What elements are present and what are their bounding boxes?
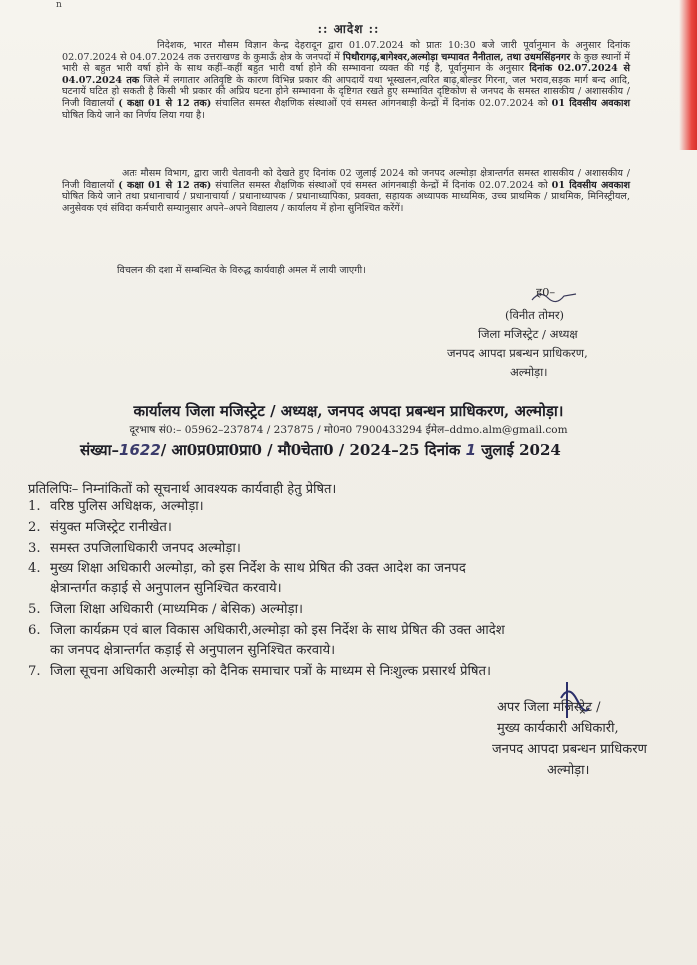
ref-prefix: संख्या– <box>80 441 120 459</box>
para2-text: संचालित समस्त शैक्षणिक संस्थाओं एवं समस्त आंगनबाड़ी केन्द्रों में दिनांक 02.07.2024 को <box>211 179 552 191</box>
item-number: 3. <box>28 541 41 556</box>
holiday: 01 दिवसीय अवकाश <box>551 97 630 109</box>
office-heading: कार्यालय जिला मजिस्ट्रेट / अध्यक्ष, जनपद अपदा प्रबन्धन प्राधिकरण, अल्मोड़ा। <box>133 402 564 420</box>
item-continuation: का जनपद क्षेत्रान्तर्गत कड़ाई से अनुपालन सुनिश्चित करवाये। <box>50 643 336 658</box>
order-paragraph-2 <box>62 168 630 214</box>
para2-text: घोषित किये जाने तथा प्रधानाचार्य / प्रधानाचार्या / प्रधानाध्यापक / प्रधानाध्यापिका, प्रवक्ता, सहायक अध्यापक माध्यमिक, उच्च प्राथमिक / प्राथमिक, मिनिस्ट्रीयल, अनुसेवक एवं संविदा कर्मचारी सम्यानुसार अपने–अपने विद्यालय / कार्यालय में होना सुनिश्चित करेंगें। <box>62 191 630 214</box>
classes: ( कक्षा 01 से 12 तक) <box>118 97 212 109</box>
sig2-designation: अपर जिला मजिस्ट्रेट / <box>497 700 601 715</box>
list-item <box>28 497 204 517</box>
sig1-authority: जनपद आपदा प्रबन्धन प्राधिकरण, <box>447 346 588 360</box>
sig1-place: अल्मोड़ा। <box>510 365 548 379</box>
list-item <box>28 559 466 599</box>
item-text: समस्त उपजिलाधिकारी जनपद अल्मोड़ा। <box>50 541 241 556</box>
corner-mark: n <box>56 0 62 10</box>
item-number: 4. <box>28 561 41 576</box>
item-text: मुख्य शिक्षा अधिकारी अल्मोड़ा, को इस निर्देश के साथ प्रेषित की उक्त आदेश का जनपद <box>50 561 466 576</box>
list-item <box>28 662 491 682</box>
item-number: 1. <box>28 499 41 514</box>
sig1-name: (विनीत तोमर) <box>505 308 565 322</box>
para1-text: संचालित समस्त शैक्षणिक संस्थाओं एवं समस्त आंगनबाड़ी केन्द्रों में दिनांक 02.07.2024 को <box>211 97 552 109</box>
item-text: संयुक्त मजिस्ट्रेट रानीखेत। <box>50 520 172 535</box>
item-text: जिला शिक्षा अधिकारी (माध्यमिक / बेसिक) अल्मोड़ा। <box>50 602 304 617</box>
para1-text: जिले में लगातार अतिवृष्टि के कारण विभिन्न प्रकार की आपदायें यथा भूस्खलन,त्वरित बाढ़,बोल्डर गिरना, जल भराव,सड़क मार्ग बन्द आदि, घटनायें घटित हो सकती है किसी भी प्रकार की अप्रिय घटना होने सम्भावना के दृष्टिगत रखते हुए सम्भावित दृष्टिकोण से जनपद के समस्त शासकीय / अशासकीय / निजी विद्यालयों <box>62 74 630 109</box>
para1-text: घोषित किये जाने का निर्णय लिया गया है। <box>62 109 205 121</box>
list-item <box>28 621 505 661</box>
classes: ( कक्षा 01 से 12 तक) <box>118 179 212 191</box>
districts: पिथौरागढ़,बागेश्वर,अल्मोड़ा चम्पावत नैनीताल, तथा उधमसिंहनगर <box>343 51 571 63</box>
list-item <box>28 600 303 620</box>
reference-number <box>80 440 561 460</box>
sig1-ha: ह0– <box>536 285 556 299</box>
order-title: :: आदेश :: <box>317 22 380 36</box>
ref-day: 1 <box>465 441 477 459</box>
item-number: 2. <box>28 520 41 535</box>
contact-line: दूरभाष सं0:– 05962–237874 / 237875 / मो0न0 7900433294 ईमेल–ddmo.alm@gmail.com <box>129 424 568 436</box>
holiday: 01 दिवसीय अवकाश <box>551 179 630 191</box>
item-text: जिला सूचना अधिकारी अल्मोड़ा को दैनिक समाचार पत्रों के माध्यम से निःशुल्क प्रसारर्थ प्रेषित। <box>50 664 492 679</box>
ref-number: 1622 <box>119 441 161 459</box>
signature-block-2 <box>492 697 647 781</box>
para2-text: अतः मौसम विभाग, द्वारा जारी चेतावनी को देखते हुए दिनांक 02 जुलाई 2024 को जनपद अल्मोड़ा क्षेत्रान्तर्गत समस्त शासकीय / अशासकीय / निजी विद्यालयों <box>62 168 630 191</box>
ref-mid: / आ0प्र0प्रा0प्रा0 / मौ0चेता0 / 2024–25 दिनांक <box>160 441 461 459</box>
copy-to-heading: प्रतिलिपिः– निम्नांकितों को सूचनार्थ आवश्यक कार्यवाही हेतु प्रेषित। <box>28 482 337 497</box>
sig2-officer: मुख्य कार्यकारी अधिकारी, <box>497 721 619 736</box>
para1-text: निदेशक, भारत मौसम विज्ञान केन्द्र देहरादून द्वारा 01.07.2024 को प्रातः 10:30 बजे जारी पूर्वानुमान के अनुसार दिनांक 02.07.2024 से 04.07.2024 तक उत्तराखण्ड के कुमाऊँ क्षेत्र के जनपदों में <box>62 40 630 63</box>
item-number: 6. <box>28 623 41 638</box>
order-paragraph-3: विचलन की दशा में सम्बन्धित के विरुद्ध कार्यवाही अमल में लायी जाएगी। <box>117 265 366 276</box>
list-item <box>28 539 241 559</box>
sig2-authority: जनपद आपदा प्रबन्धन प्राधिकरण <box>492 742 647 757</box>
item-continuation: क्षेत्रान्तर्गत कड़ाई से अनुपालन सुनिश्चित करवाये। <box>50 581 282 596</box>
para1-text: के कुछ स्थानों में भारी से बहुत भारी वर्षा होने के साथ कहीं–कहीं बहुत भारी वर्षा होने की सम्भावना व्यक्त की गई है, पूर्वानुमान के अनुसार <box>62 51 630 75</box>
date-range: दिनांक 02.07.2024 से 04.07.2024 तक <box>62 63 630 86</box>
sig1-designation: जिला मजिस्ट्रेट / अध्यक्ष <box>478 327 578 341</box>
sig2-place: अल्मोड़ा। <box>547 763 590 778</box>
item-number: 7. <box>28 664 41 679</box>
item-text: वरिष्ठ पुलिस अधिक्षक, अल्मोड़ा। <box>50 499 204 514</box>
item-text: जिला कार्यक्रम एवं बाल विकास अधिकारी,अल्मोड़ा को इस निर्देश के साथ प्रेषित की उक्त आदेश <box>50 623 505 638</box>
order-paragraph-1 <box>62 40 630 121</box>
list-item <box>28 518 172 538</box>
ref-month: जुलाई 2024 <box>481 441 561 459</box>
item-number: 5. <box>28 602 41 617</box>
